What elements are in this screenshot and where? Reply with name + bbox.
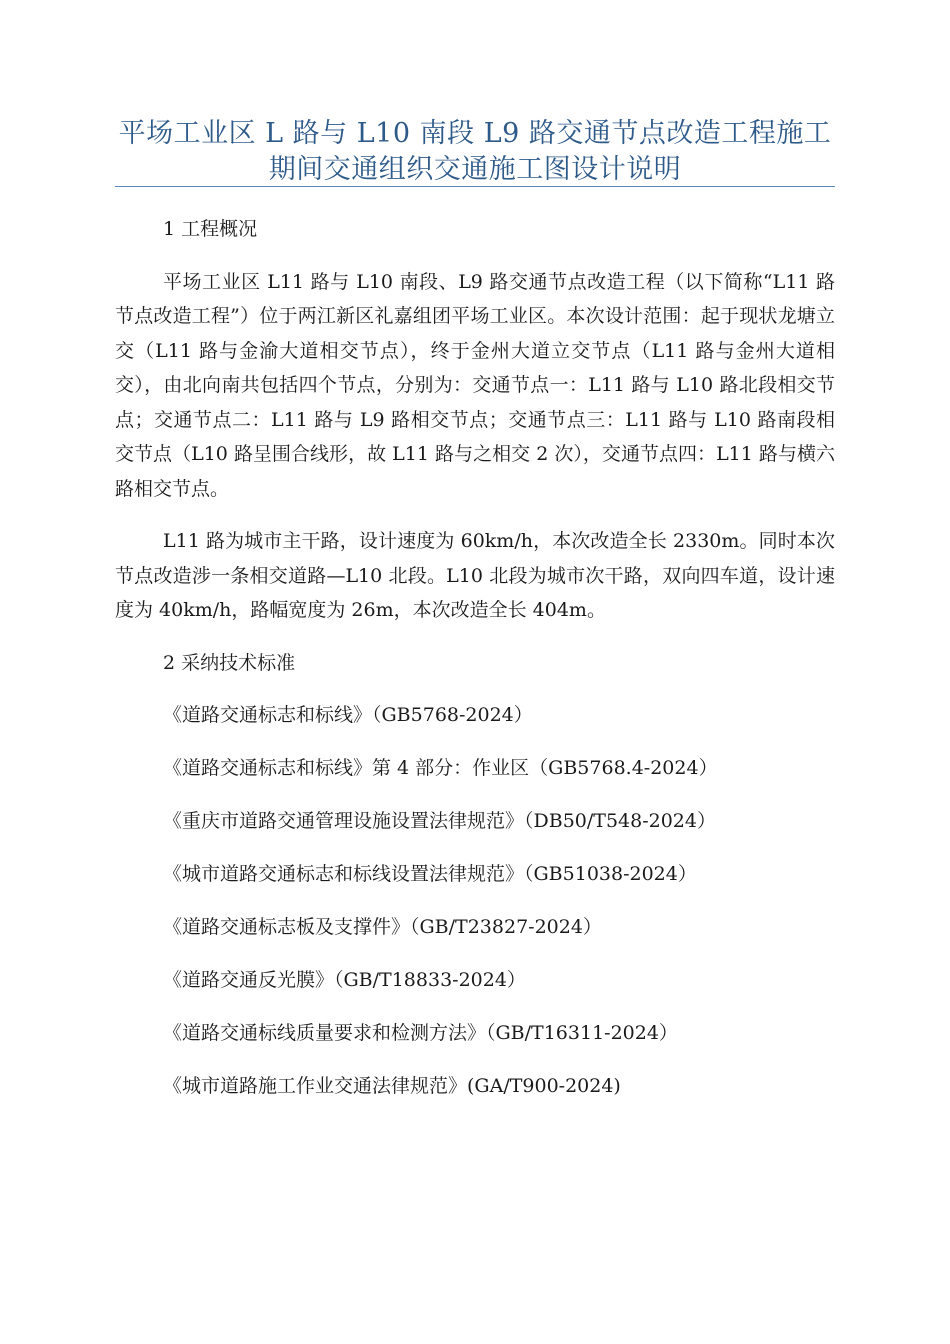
document-title (115, 116, 835, 188)
title-line-2: 期间交通组织交通施工图设计说明 (268, 154, 682, 185)
standard-item: 《道路交通标志板及支撑件》（GB/T23827-2024） (163, 916, 602, 938)
section-2-heading: 2 采纳技术标准 (163, 651, 296, 674)
standard-item: 《城市道路交通标志和标线设置法律规范》（GB51038-2024） (163, 863, 697, 885)
section-1-heading: 1 工程概况 (163, 218, 258, 240)
title-line-1: 平场工业区 L 路与 L10 南段 L9 路交通节点改造工程施工 (118, 118, 832, 149)
document-body (115, 212, 835, 1122)
standard-item: 《城市道路施工作业交通法律规范》(GA/T900-2024) (163, 1075, 621, 1097)
section-1-paragraph-1: 平场工业区 L11 路与 L10 南段、L9 路交通节点改造工程（以下简称“L11 路节点改造工程”）位于两江新区礼嘉组团平场工业区。本次设计范围：起于现状龙塘立交（L11 路与金渝大道相交节点），终于金州大道立交节点（L11 路与金州大道相交），由北向南共包括四个节点，分别为：交通节点一：L11 路与 L10 路北段相交节点；交通节点二：L11 路与 L9 路相交节点；交通节点三：L11 路与 L10 路南段相交节点（L10 路呈围合线形，故 L11 路与之相交 2 次），交通节点四：L11 路与横六路相交节点。 (115, 270, 835, 500)
standards-list (115, 698, 835, 1104)
standard-item: 《重庆市道路交通管理设施设置法律规范》（DB50/T548-2024） (163, 810, 716, 832)
standard-item: 《道路交通标志和标线》第 4 部分：作业区（GB5768.4-2024） (163, 757, 718, 779)
title-divider (115, 186, 835, 187)
section-1-paragraph-2: L11 路为城市主干路，设计速度为 60km/h，本次改造全长 2330m。同时本次节点改造涉一条相交道路—L10 北段。L10 北段为城市次干路，双向四车道，设计速度为 40km/h，路幅宽度为 26m，本次改造全长 404m。 (115, 530, 835, 621)
standard-item: 《道路交通反光膜》（GB/T18833-2024） (163, 969, 526, 991)
standard-item: 《道路交通标线质量要求和检测方法》（GB/T16311-2024） (163, 1022, 678, 1044)
standard-item: 《道路交通标志和标线》（GB5768-2024） (163, 704, 533, 726)
